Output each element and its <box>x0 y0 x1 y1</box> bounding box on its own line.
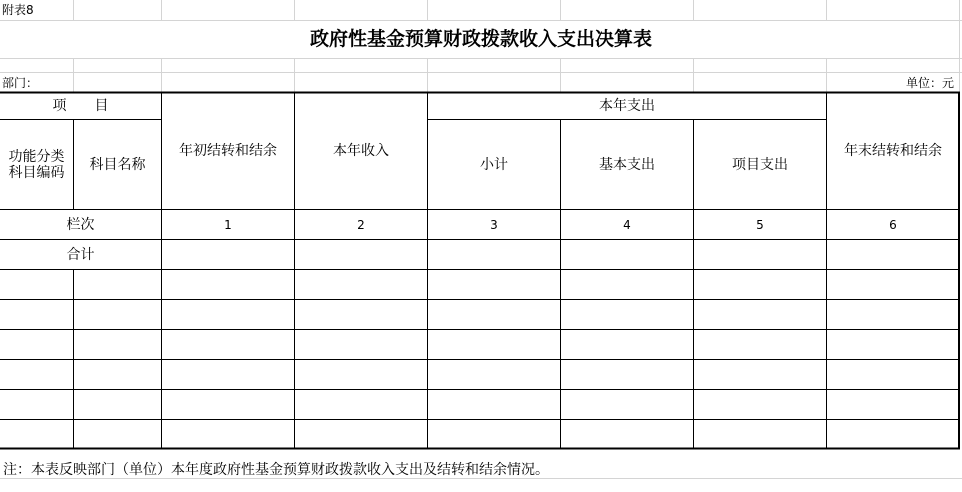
header-expense-group: 本年支出 <box>599 98 655 114</box>
attachment-label: 附表8 <box>2 3 34 17</box>
header-subject-name: 科目名称 <box>89 156 146 173</box>
unit-label: 单位：元 <box>906 76 955 90</box>
dept-label: 部门： <box>2 76 39 90</box>
col-row-label: 栏次 <box>66 216 95 233</box>
header-subtotal: 小计 <box>480 156 508 173</box>
col-num-6: 6 <box>889 217 897 232</box>
header-func-code-line1: 功能分类 <box>8 148 65 165</box>
col-num-1: 1 <box>224 217 232 232</box>
page-title: 政府性基金预算财政拨款收入支出决算表 <box>309 28 652 50</box>
header-func-code <box>0 120 73 209</box>
col-num-2: 2 <box>357 217 365 232</box>
header-project: 项目支出 <box>732 156 788 173</box>
header-item: 项 目 <box>52 98 109 114</box>
header-begin-balance: 年初结转和结余 <box>179 143 277 159</box>
col-num-3: 3 <box>490 217 498 232</box>
col-num-4: 4 <box>623 217 631 232</box>
header-func-code-line2: 科目编码 <box>8 164 65 181</box>
col-num-5: 5 <box>756 217 764 232</box>
footnote: 注：本表反映部门（单位）本年度政府性基金预算财政拨款收入支出及结转和结余情况。 <box>3 462 549 478</box>
header-basic: 基本支出 <box>599 156 655 173</box>
header-end-balance: 年末结转和结余 <box>844 143 942 159</box>
total-label: 合计 <box>66 246 95 263</box>
header-income: 本年收入 <box>333 143 389 159</box>
